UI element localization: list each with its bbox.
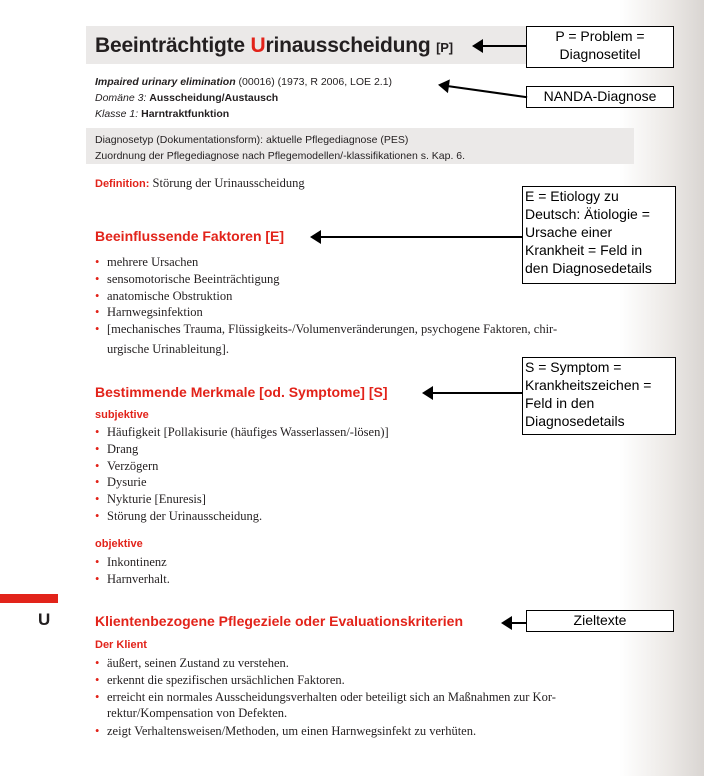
domain-label: Domäne 3: — [95, 92, 150, 104]
list-item: • äußert, seinen Zustand zu verstehen. — [95, 655, 556, 672]
list-item: • zeigt Verhaltensweisen/Methoden, um einen Harnwegsinfekt zu verhüten. — [95, 723, 476, 740]
problem-arrow — [474, 45, 526, 47]
goals-callout: Zieltexte — [526, 610, 674, 632]
title-tag: [P] — [436, 40, 453, 55]
symptoms-heading: Bestimmende Merkmale [od. Symptome] [S] — [95, 384, 388, 400]
goals-continuation: rektur/Kompensation von Defekten. — [107, 706, 288, 720]
client-label: Der Klient — [95, 639, 147, 651]
title-text-end: rinausscheidung — [265, 34, 437, 57]
page-title — [95, 34, 453, 58]
factors-list — [95, 254, 557, 338]
factors-heading: Beeinflussende Faktoren [E] — [95, 228, 285, 244]
subjective-label: subjektive — [95, 409, 149, 421]
symptom-callout: S = Symptom = Krankheitszeichen = Feld in den Diagnosedetails — [522, 357, 676, 435]
list-item: • Verzögern — [95, 458, 389, 475]
factors-continuation: urgische Urinableitung]. — [107, 342, 229, 356]
list-item: • mehrere Ursachen — [95, 254, 557, 271]
goals-list-end — [95, 723, 476, 740]
list-item: • Drang — [95, 441, 389, 458]
nanda-arrow — [440, 84, 527, 98]
goals-arrow — [503, 622, 526, 624]
symptom-arrow — [424, 392, 522, 394]
etiology-callout: E = Etiology zu Deutsch: Ätiologie = Ursache einer Krankheit = Feld in den Diagnosedetails — [522, 186, 676, 284]
class-value: Harntraktfunktion — [141, 108, 230, 120]
list-item: • Störung der Urinausscheidung. — [95, 508, 389, 525]
subjective-list — [95, 424, 389, 525]
nanda-callout: NANDA-Diagnose — [526, 86, 674, 108]
list-item: • Harnverhalt. — [95, 571, 170, 588]
title-initial: U — [250, 34, 266, 57]
code-info: (00016) (1973, R 2006, LOE 2.1) — [235, 76, 393, 88]
class-label: Klasse 1: — [95, 108, 142, 120]
list-item: • erkennt die spezifischen ursächlichen Faktoren. — [95, 672, 556, 689]
objective-list — [95, 554, 170, 588]
model-assignment: Zuordnung der Pflegediagnose nach Pflegemodellen/-klassifikationen s. Kap. 6. — [95, 150, 466, 162]
list-item: • [mechanisches Trauma, Flüssigkeits-/Volumenveränderungen, psychogene Faktoren, chir- — [95, 321, 557, 338]
section-letter: U — [38, 610, 51, 629]
problem-callout: P = Problem = Diagnosetitel — [526, 26, 674, 68]
etiology-arrow — [312, 236, 522, 238]
definition-text: Störung der Urinausscheidung — [149, 176, 305, 190]
list-item: • Harnwegsinfektion — [95, 304, 557, 321]
list-item: • Dysurie — [95, 474, 389, 491]
objective-label: objektive — [95, 538, 143, 550]
list-item: • erreicht ein normales Ausscheidungsverhalten oder beteiligt sich an Maßnahmen zur Kor- — [95, 689, 556, 706]
goals-heading: Klientenbezogene Pflegeziele oder Evaluationskriterien — [95, 613, 463, 629]
list-item: • Häufigkeit [Pollakisurie (häufiges Wasserlassen/-lösen)] — [95, 424, 389, 441]
nanda-meta — [95, 74, 392, 122]
diagnosis-info — [95, 132, 465, 164]
list-item: • Inkontinenz — [95, 554, 170, 571]
diagnosis-type: Diagnosetyp (Dokumentationsform): aktuelle Pflegediagnose (PES) — [95, 134, 409, 146]
domain-value: Ausscheidung/Austausch — [149, 92, 279, 104]
list-item: • sensomotorische Beeinträchtigung — [95, 271, 557, 288]
section-marker-bar — [0, 594, 58, 603]
list-item: • anatomische Obstruktion — [95, 288, 557, 305]
list-item: • Nykturie [Enuresis] — [95, 491, 389, 508]
definition-label: Definition: — [95, 178, 150, 190]
title-text-start: Beeinträchtigte — [95, 34, 251, 57]
definition — [95, 176, 305, 191]
english-title: Impaired urinary elimination — [95, 76, 236, 88]
goals-list — [95, 655, 556, 705]
